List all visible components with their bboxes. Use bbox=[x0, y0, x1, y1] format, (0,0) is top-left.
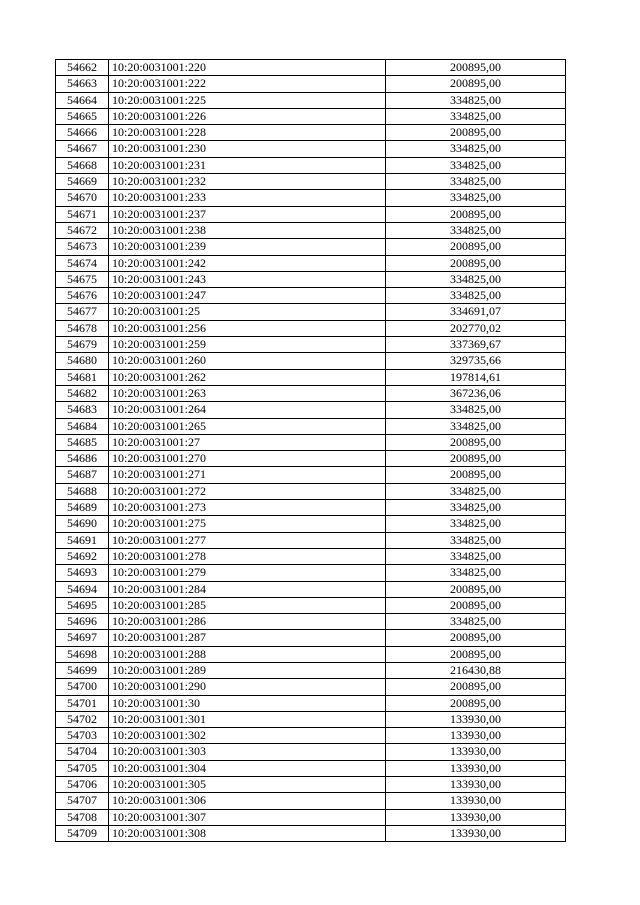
value-cell: 200895,00 bbox=[386, 695, 566, 711]
cadastral-number-cell: 10:20:0031001:263 bbox=[109, 385, 386, 401]
value-cell: 334825,00 bbox=[386, 141, 566, 157]
table-row bbox=[56, 597, 566, 613]
cadastral-number-cell: 10:20:0031001:271 bbox=[109, 467, 386, 483]
cadastral-number-cell: 10:20:0031001:304 bbox=[109, 760, 386, 776]
table-row bbox=[56, 255, 566, 271]
cadastral-number-cell: 10:20:0031001:289 bbox=[109, 662, 386, 678]
table-row bbox=[56, 222, 566, 238]
cadastral-number-cell: 10:20:0031001:232 bbox=[109, 174, 386, 190]
cadastral-number-cell: 10:20:0031001:285 bbox=[109, 597, 386, 613]
cadastral-number-cell: 10:20:0031001:243 bbox=[109, 271, 386, 287]
table-row bbox=[56, 353, 566, 369]
value-cell: 337369,67 bbox=[386, 337, 566, 353]
value-cell: 334825,00 bbox=[386, 157, 566, 173]
row-number-cell: 54666 bbox=[56, 125, 109, 141]
row-number-cell: 54670 bbox=[56, 190, 109, 206]
cadastral-number-cell: 10:20:0031001:270 bbox=[109, 451, 386, 467]
row-number-cell: 54679 bbox=[56, 337, 109, 353]
table-row bbox=[56, 662, 566, 678]
cadastral-number-cell: 10:20:0031001:237 bbox=[109, 206, 386, 222]
table-row bbox=[56, 434, 566, 450]
value-cell: 334825,00 bbox=[386, 174, 566, 190]
row-number-cell: 54693 bbox=[56, 565, 109, 581]
table-row bbox=[56, 125, 566, 141]
cadastral-number-cell: 10:20:0031001:228 bbox=[109, 125, 386, 141]
row-number-cell: 54684 bbox=[56, 418, 109, 434]
cadastral-number-cell: 10:20:0031001:279 bbox=[109, 565, 386, 581]
value-cell: 334825,00 bbox=[386, 108, 566, 124]
row-number-cell: 54690 bbox=[56, 516, 109, 532]
value-cell: 133930,00 bbox=[386, 793, 566, 809]
cadastral-number-cell: 10:20:0031001:242 bbox=[109, 255, 386, 271]
table-row bbox=[56, 206, 566, 222]
row-number-cell: 54696 bbox=[56, 614, 109, 630]
cadastral-number-cell: 10:20:0031001:290 bbox=[109, 679, 386, 695]
cadastral-number-cell: 10:20:0031001:226 bbox=[109, 108, 386, 124]
table-row bbox=[56, 92, 566, 108]
value-cell: 200895,00 bbox=[386, 434, 566, 450]
cadastral-number-cell: 10:20:0031001:286 bbox=[109, 614, 386, 630]
row-number-cell: 54674 bbox=[56, 255, 109, 271]
table-row bbox=[56, 157, 566, 173]
row-number-cell: 54683 bbox=[56, 402, 109, 418]
value-cell: 133930,00 bbox=[386, 760, 566, 776]
value-cell: 200895,00 bbox=[386, 60, 566, 76]
table-row bbox=[56, 646, 566, 662]
table-row bbox=[56, 239, 566, 255]
row-number-cell: 54664 bbox=[56, 92, 109, 108]
value-cell: 334825,00 bbox=[386, 418, 566, 434]
table-row bbox=[56, 337, 566, 353]
cadastral-number-cell: 10:20:0031001:305 bbox=[109, 777, 386, 793]
cadastral-number-cell: 10:20:0031001:259 bbox=[109, 337, 386, 353]
value-cell: 334825,00 bbox=[386, 548, 566, 564]
row-number-cell: 54668 bbox=[56, 157, 109, 173]
cadastral-number-cell: 10:20:0031001:287 bbox=[109, 630, 386, 646]
table-row bbox=[56, 793, 566, 809]
value-cell: 334825,00 bbox=[386, 271, 566, 287]
row-number-cell: 54680 bbox=[56, 353, 109, 369]
value-cell: 334825,00 bbox=[386, 288, 566, 304]
cadastral-number-cell: 10:20:0031001:275 bbox=[109, 516, 386, 532]
row-number-cell: 54682 bbox=[56, 385, 109, 401]
table-row bbox=[56, 418, 566, 434]
cadastral-number-cell: 10:20:0031001:233 bbox=[109, 190, 386, 206]
row-number-cell: 54687 bbox=[56, 467, 109, 483]
value-cell: 200895,00 bbox=[386, 597, 566, 613]
table-row bbox=[56, 467, 566, 483]
cadastral-number-cell: 10:20:0031001:284 bbox=[109, 581, 386, 597]
value-cell: 197814,61 bbox=[386, 369, 566, 385]
value-cell: 200895,00 bbox=[386, 646, 566, 662]
row-number-cell: 54691 bbox=[56, 532, 109, 548]
row-number-cell: 54677 bbox=[56, 304, 109, 320]
value-cell: 202770,02 bbox=[386, 320, 566, 336]
value-cell: 200895,00 bbox=[386, 451, 566, 467]
cadastral-number-cell: 10:20:0031001:308 bbox=[109, 825, 386, 841]
value-cell: 334825,00 bbox=[386, 614, 566, 630]
row-number-cell: 54671 bbox=[56, 206, 109, 222]
cadastral-number-cell: 10:20:0031001:220 bbox=[109, 60, 386, 76]
value-cell: 200895,00 bbox=[386, 467, 566, 483]
table-row bbox=[56, 402, 566, 418]
row-number-cell: 54673 bbox=[56, 239, 109, 255]
row-number-cell: 54685 bbox=[56, 434, 109, 450]
value-cell: 334825,00 bbox=[386, 565, 566, 581]
cadastral-number-cell: 10:20:0031001:277 bbox=[109, 532, 386, 548]
table-body bbox=[56, 60, 566, 842]
value-cell: 200895,00 bbox=[386, 255, 566, 271]
row-number-cell: 54672 bbox=[56, 222, 109, 238]
table-row bbox=[56, 451, 566, 467]
cadastral-number-cell: 10:20:0031001:301 bbox=[109, 711, 386, 727]
table-row bbox=[56, 695, 566, 711]
row-number-cell: 54688 bbox=[56, 483, 109, 499]
value-cell: 334825,00 bbox=[386, 483, 566, 499]
row-number-cell: 54695 bbox=[56, 597, 109, 613]
cadastral-number-cell: 10:20:0031001:278 bbox=[109, 548, 386, 564]
value-cell: 200895,00 bbox=[386, 206, 566, 222]
row-number-cell: 54665 bbox=[56, 108, 109, 124]
row-number-cell: 54676 bbox=[56, 288, 109, 304]
value-cell: 334825,00 bbox=[386, 222, 566, 238]
row-number-cell: 54675 bbox=[56, 271, 109, 287]
row-number-cell: 54704 bbox=[56, 744, 109, 760]
cadastral-number-cell: 10:20:0031001:303 bbox=[109, 744, 386, 760]
row-number-cell: 54705 bbox=[56, 760, 109, 776]
value-cell: 133930,00 bbox=[386, 809, 566, 825]
table-row bbox=[56, 304, 566, 320]
row-number-cell: 54699 bbox=[56, 662, 109, 678]
value-cell: 200895,00 bbox=[386, 581, 566, 597]
table-row bbox=[56, 369, 566, 385]
cadastral-number-cell: 10:20:0031001:239 bbox=[109, 239, 386, 255]
cadastral-number-cell: 10:20:0031001:225 bbox=[109, 92, 386, 108]
table-row bbox=[56, 614, 566, 630]
table-row bbox=[56, 744, 566, 760]
row-number-cell: 54708 bbox=[56, 809, 109, 825]
table-row bbox=[56, 565, 566, 581]
cadastral-number-cell: 10:20:0031001:307 bbox=[109, 809, 386, 825]
row-number-cell: 54701 bbox=[56, 695, 109, 711]
table-row bbox=[56, 711, 566, 727]
row-number-cell: 54709 bbox=[56, 825, 109, 841]
value-cell: 334825,00 bbox=[386, 516, 566, 532]
value-cell: 334825,00 bbox=[386, 500, 566, 516]
row-number-cell: 54678 bbox=[56, 320, 109, 336]
table-row bbox=[56, 108, 566, 124]
table-row bbox=[56, 825, 566, 841]
value-cell: 334825,00 bbox=[386, 190, 566, 206]
value-cell: 133930,00 bbox=[386, 825, 566, 841]
row-number-cell: 54667 bbox=[56, 141, 109, 157]
cadastral-number-cell: 10:20:0031001:302 bbox=[109, 728, 386, 744]
row-number-cell: 54707 bbox=[56, 793, 109, 809]
cadastral-number-cell: 10:20:0031001:306 bbox=[109, 793, 386, 809]
table-row bbox=[56, 76, 566, 92]
table-row bbox=[56, 483, 566, 499]
table-row bbox=[56, 548, 566, 564]
value-cell: 216430,88 bbox=[386, 662, 566, 678]
cadastral-number-cell: 10:20:0031001:264 bbox=[109, 402, 386, 418]
value-cell: 367236,06 bbox=[386, 385, 566, 401]
table-row bbox=[56, 532, 566, 548]
row-number-cell: 54681 bbox=[56, 369, 109, 385]
row-number-cell: 54663 bbox=[56, 76, 109, 92]
cadastral-number-cell: 10:20:0031001:288 bbox=[109, 646, 386, 662]
cadastral-number-cell: 10:20:0031001:25 bbox=[109, 304, 386, 320]
row-number-cell: 54700 bbox=[56, 679, 109, 695]
cadastral-number-cell: 10:20:0031001:265 bbox=[109, 418, 386, 434]
table-row bbox=[56, 271, 566, 287]
value-cell: 133930,00 bbox=[386, 711, 566, 727]
cadastral-number-cell: 10:20:0031001:222 bbox=[109, 76, 386, 92]
row-number-cell: 54706 bbox=[56, 777, 109, 793]
cadastral-number-cell: 10:20:0031001:27 bbox=[109, 434, 386, 450]
value-cell: 200895,00 bbox=[386, 239, 566, 255]
cadastral-number-cell: 10:20:0031001:231 bbox=[109, 157, 386, 173]
value-cell: 133930,00 bbox=[386, 728, 566, 744]
value-cell: 334825,00 bbox=[386, 402, 566, 418]
table-row bbox=[56, 174, 566, 190]
value-cell: 329735,66 bbox=[386, 353, 566, 369]
cadastral-number-cell: 10:20:0031001:230 bbox=[109, 141, 386, 157]
value-cell: 200895,00 bbox=[386, 125, 566, 141]
row-number-cell: 54694 bbox=[56, 581, 109, 597]
row-number-cell: 54669 bbox=[56, 174, 109, 190]
table-row bbox=[56, 760, 566, 776]
row-number-cell: 54686 bbox=[56, 451, 109, 467]
cadastral-number-cell: 10:20:0031001:256 bbox=[109, 320, 386, 336]
row-number-cell: 54702 bbox=[56, 711, 109, 727]
cadastral-number-cell: 10:20:0031001:247 bbox=[109, 288, 386, 304]
table-row bbox=[56, 679, 566, 695]
value-cell: 200895,00 bbox=[386, 679, 566, 695]
table-row bbox=[56, 385, 566, 401]
cadastral-number-cell: 10:20:0031001:238 bbox=[109, 222, 386, 238]
cadastral-number-cell: 10:20:0031001:273 bbox=[109, 500, 386, 516]
table-row bbox=[56, 288, 566, 304]
value-cell: 200895,00 bbox=[386, 630, 566, 646]
row-number-cell: 54703 bbox=[56, 728, 109, 744]
value-cell: 334825,00 bbox=[386, 92, 566, 108]
row-number-cell: 54698 bbox=[56, 646, 109, 662]
table-row bbox=[56, 500, 566, 516]
cadastral-number-cell: 10:20:0031001:30 bbox=[109, 695, 386, 711]
cadastral-number-cell: 10:20:0031001:272 bbox=[109, 483, 386, 499]
table-row bbox=[56, 777, 566, 793]
value-cell: 334691,07 bbox=[386, 304, 566, 320]
row-number-cell: 54662 bbox=[56, 60, 109, 76]
table-row bbox=[56, 630, 566, 646]
value-cell: 334825,00 bbox=[386, 532, 566, 548]
table-row bbox=[56, 190, 566, 206]
table-row bbox=[56, 141, 566, 157]
table-row bbox=[56, 60, 566, 76]
row-number-cell: 54689 bbox=[56, 500, 109, 516]
cadastral-value-table bbox=[55, 59, 566, 842]
value-cell: 133930,00 bbox=[386, 777, 566, 793]
table-row bbox=[56, 516, 566, 532]
table-row bbox=[56, 581, 566, 597]
cadastral-number-cell: 10:20:0031001:260 bbox=[109, 353, 386, 369]
row-number-cell: 54692 bbox=[56, 548, 109, 564]
table-row bbox=[56, 728, 566, 744]
cadastral-number-cell: 10:20:0031001:262 bbox=[109, 369, 386, 385]
row-number-cell: 54697 bbox=[56, 630, 109, 646]
value-cell: 200895,00 bbox=[386, 76, 566, 92]
value-cell: 133930,00 bbox=[386, 744, 566, 760]
table-row bbox=[56, 320, 566, 336]
table-row bbox=[56, 809, 566, 825]
